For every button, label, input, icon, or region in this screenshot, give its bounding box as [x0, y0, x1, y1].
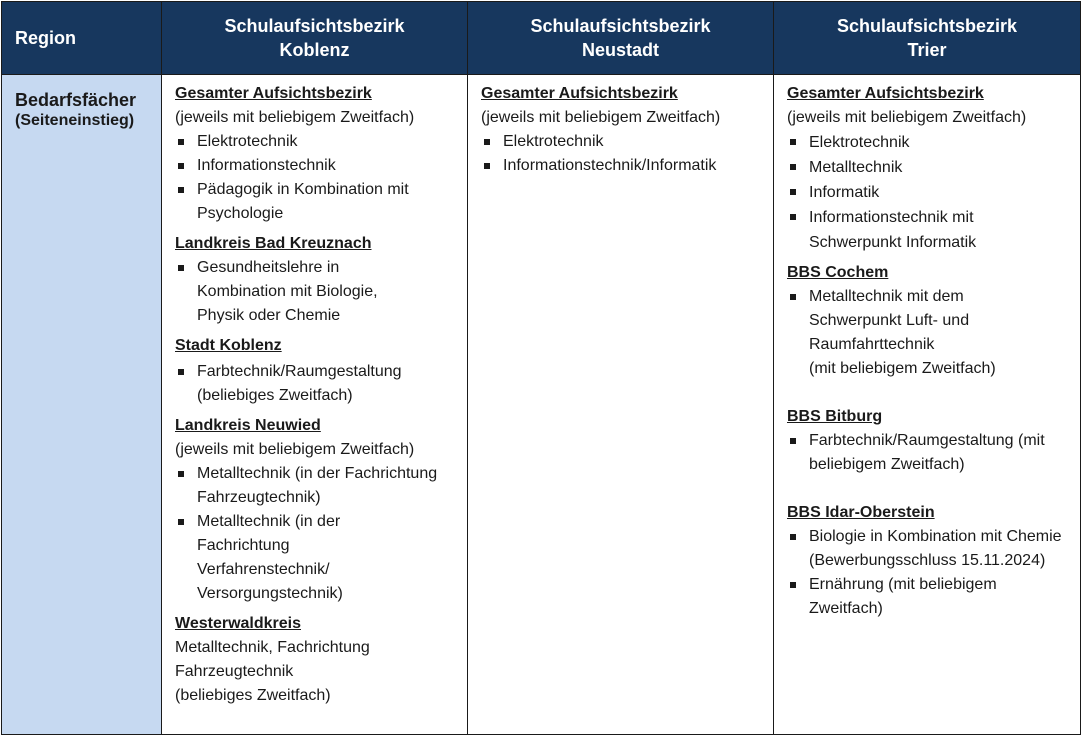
section-title: BBS Cochem [787, 264, 889, 281]
list-item: Pädagogik in Kombination mit Psychologie [175, 178, 461, 226]
list-item: Metalltechnik mit dem Schwerpunkt Luft- und Raumfahrttechnik [787, 285, 1074, 357]
list-item: Informationstechnik/Informatik [481, 154, 767, 178]
subject-list [787, 130, 1074, 255]
list-item: Farbtechnik/Raumgestaltung (beliebiges Zweitfach) [175, 360, 461, 408]
list-item: Informatik [787, 180, 1074, 205]
list-item: Informationstechnik mit Schwerpunkt Informatik [787, 205, 1074, 255]
content-row [2, 75, 1081, 735]
list-item: Elektrotechnik [481, 130, 767, 154]
header-trier-line1: Schulaufsichtsbezirk [836, 16, 1018, 36]
koblenz-section-neuwied [175, 414, 461, 606]
list-item: Metalltechnik (in der Fachrichtung Fahrzeugtechnik) [175, 462, 461, 510]
section-title: Landkreis Bad Kreuznach [175, 235, 372, 252]
section-note: (jeweils mit beliebigem Zweitfach) [175, 441, 415, 458]
header-row [2, 2, 1081, 75]
koblenz-cell [162, 75, 468, 735]
section-note: (jeweils mit beliebigem Zweitfach) [481, 109, 721, 126]
section-line: (beliebiges Zweitfach) [175, 687, 331, 704]
spacer [787, 387, 1074, 405]
header-koblenz-line1: Schulaufsichtsbezirk [224, 16, 405, 36]
koblenz-section-bad-kreuznach [175, 232, 461, 328]
subject-list [175, 256, 461, 328]
subject-list [787, 525, 1074, 621]
header-region: Region [2, 2, 162, 75]
subject-list [481, 130, 767, 178]
trier-section-bitburg [787, 405, 1074, 477]
region-name: Bedarfsfächer [15, 90, 137, 110]
list-item: Metalltechnik [787, 155, 1074, 180]
spacer [787, 483, 1074, 501]
trier-section-gesamt [787, 82, 1074, 255]
list-item: Biologie in Kombination mit Chemie (Bewerbungsschluss 15.11.2024) [787, 525, 1074, 573]
header-koblenz [162, 2, 468, 75]
list-item: Gesundheitslehre in Kombination mit Biologie, Physik oder Chemie [175, 256, 461, 328]
section-title: BBS Bitburg [787, 408, 883, 425]
subject-list [175, 130, 461, 226]
section-title: Gesamter Aufsichtsbezirk [175, 85, 372, 102]
trier-section-cochem [787, 261, 1074, 381]
koblenz-section-gesamt [175, 82, 461, 226]
header-neustadt-line1: Schulaufsichtsbezirk [530, 16, 711, 36]
section-note: (jeweils mit beliebigem Zweitfach) [787, 109, 1027, 126]
header-koblenz-line2: Koblenz [279, 40, 350, 60]
trier-cell [774, 75, 1081, 735]
section-title: Stadt Koblenz [175, 337, 282, 354]
section-title: Gesamter Aufsichtsbezirk [787, 85, 984, 102]
section-title: Gesamter Aufsichtsbezirk [481, 85, 678, 102]
section-line: (mit beliebigem Zweitfach) [809, 360, 996, 377]
list-item: Elektrotechnik [787, 130, 1074, 155]
subject-list [175, 360, 461, 408]
region-cell [2, 75, 162, 735]
header-neustadt-line2: Neustadt [581, 40, 659, 60]
list-item: Elektrotechnik [175, 130, 461, 154]
header-trier [774, 2, 1081, 75]
section-title: BBS Idar-Oberstein [787, 504, 935, 521]
subject-list [787, 285, 1074, 357]
koblenz-section-westerwald [175, 612, 461, 708]
list-item: Farbtechnik/Raumgestaltung (mit beliebigem Zweitfach) [787, 429, 1074, 477]
subject-list [175, 462, 461, 606]
section-note: (jeweils mit beliebigem Zweitfach) [175, 109, 415, 126]
trier-section-idar-oberstein [787, 501, 1074, 621]
section-line: Metalltechnik, Fachrichtung [175, 639, 370, 656]
header-trier-line2: Trier [907, 40, 947, 60]
bedarfsfaecher-table [1, 1, 1081, 735]
section-title: Landkreis Neuwied [175, 417, 321, 434]
neustadt-section-gesamt [481, 82, 767, 178]
koblenz-section-stadt-koblenz [175, 334, 461, 408]
list-item: Informationstechnik [175, 154, 461, 178]
section-line: Fahrzeugtechnik [175, 663, 294, 680]
region-sub: (Seiteneinstieg) [15, 112, 135, 129]
subject-list [787, 429, 1074, 477]
list-item: Ernährung (mit beliebigem Zweitfach) [787, 573, 1074, 621]
list-item: Metalltechnik (in der Fachrichtung Verfahrenstechnik/ Versorgungstechnik) [175, 510, 461, 606]
neustadt-cell [468, 75, 774, 735]
header-neustadt [468, 2, 774, 75]
section-title: Westerwaldkreis [175, 615, 301, 632]
